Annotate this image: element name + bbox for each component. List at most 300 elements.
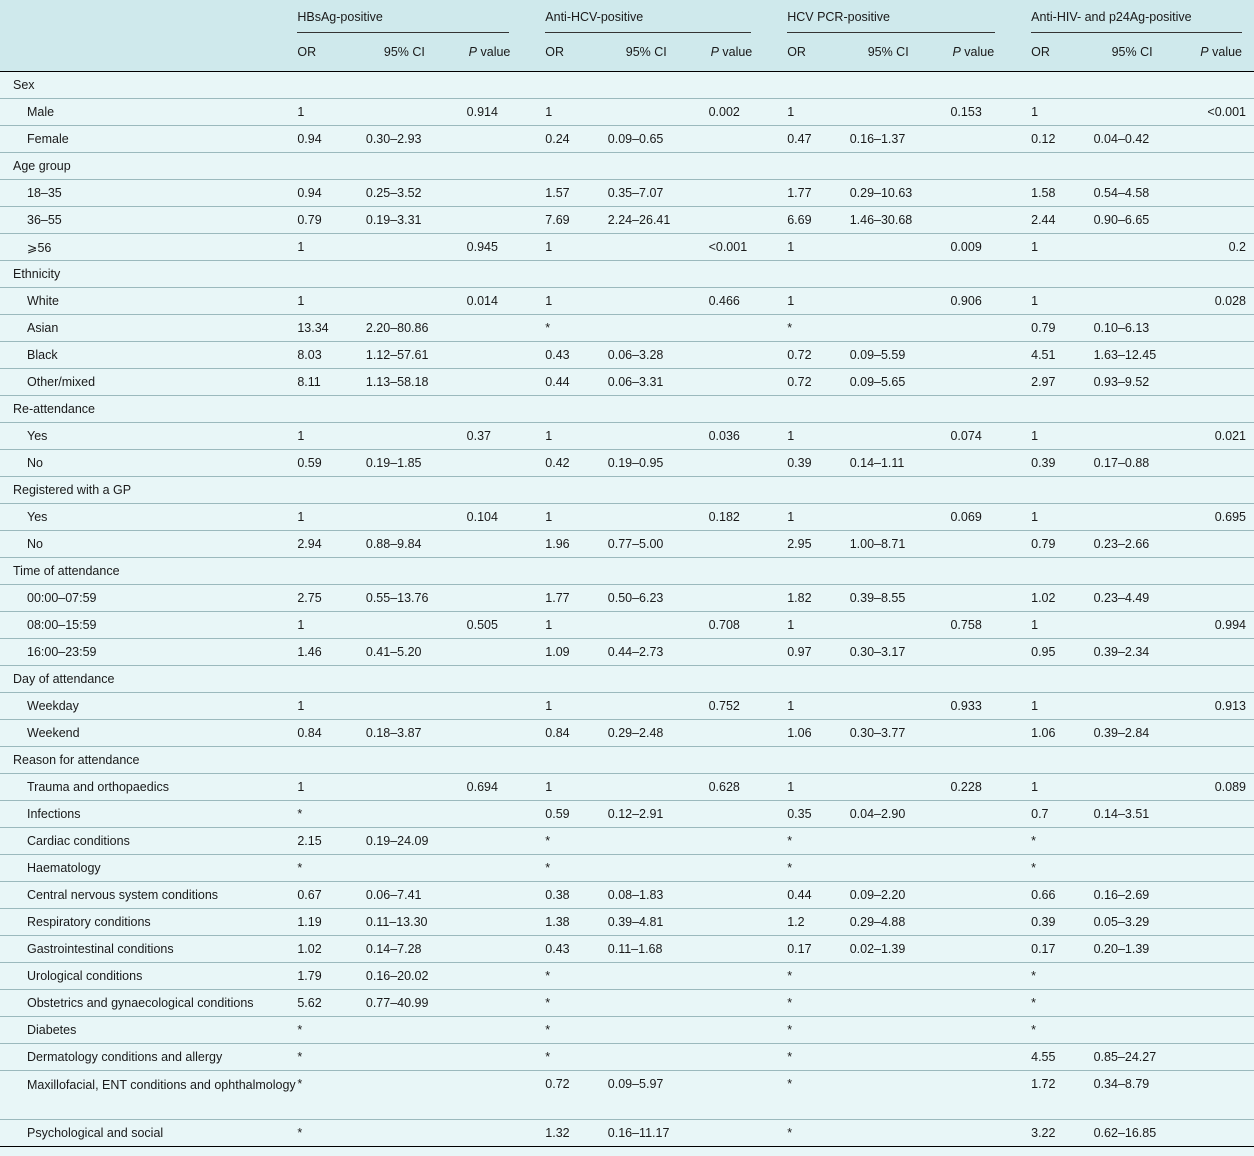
cell-or: 1.77 bbox=[787, 180, 849, 207]
row-label: Obstetrics and gynaecological conditions bbox=[0, 990, 297, 1017]
row-label: Black bbox=[0, 342, 297, 369]
cell-p bbox=[1194, 180, 1254, 207]
table-row bbox=[0, 531, 1254, 558]
cell-ci: 0.19–1.85 bbox=[366, 450, 467, 477]
row-label: Male bbox=[0, 99, 297, 126]
cell-p bbox=[950, 342, 1031, 369]
cell-p bbox=[709, 342, 788, 369]
table-row bbox=[0, 1017, 1254, 1044]
cell-ci: 0.10–6.13 bbox=[1094, 315, 1195, 342]
cell-or: * bbox=[787, 1044, 849, 1071]
cell-p bbox=[950, 909, 1031, 936]
section-row bbox=[0, 558, 1254, 585]
cell-p bbox=[709, 315, 788, 342]
row-label: Weekend bbox=[0, 720, 297, 747]
cell-ci: 0.88–9.84 bbox=[366, 531, 467, 558]
cell-or: 0.79 bbox=[1031, 315, 1093, 342]
cell-p bbox=[1194, 990, 1254, 1017]
table-row bbox=[0, 720, 1254, 747]
table-row bbox=[0, 585, 1254, 612]
cell-or: 0.44 bbox=[787, 882, 849, 909]
cell-or: 6.69 bbox=[787, 207, 849, 234]
cell-p bbox=[1194, 342, 1254, 369]
cell-ci bbox=[850, 828, 951, 855]
cell-ci: 0.09–0.65 bbox=[608, 126, 709, 153]
cell-p: 0.758 bbox=[950, 612, 1031, 639]
cell-ci: 0.29–4.88 bbox=[850, 909, 951, 936]
cell-p bbox=[950, 990, 1031, 1017]
cell-p: 0.036 bbox=[709, 423, 788, 450]
cell-p bbox=[467, 180, 546, 207]
cell-ci bbox=[1094, 288, 1195, 315]
cell-ci: 0.19–0.95 bbox=[608, 450, 709, 477]
cell-p bbox=[467, 531, 546, 558]
cell-or: * bbox=[787, 963, 849, 990]
cell-ci: 0.44–2.73 bbox=[608, 639, 709, 666]
cell-p bbox=[950, 315, 1031, 342]
cell-or: 1 bbox=[297, 504, 366, 531]
cell-p bbox=[467, 639, 546, 666]
cell-or: 1 bbox=[297, 693, 366, 720]
table-row bbox=[0, 855, 1254, 882]
group-header-hbsag: HBsAg-positive bbox=[297, 0, 545, 33]
cell-ci bbox=[608, 963, 709, 990]
cell-or: * bbox=[545, 1044, 607, 1071]
cell-p bbox=[467, 369, 546, 396]
cell-or: 5.62 bbox=[297, 990, 366, 1017]
row-label: 36–55 bbox=[0, 207, 297, 234]
cell-ci: 0.77–40.99 bbox=[366, 990, 467, 1017]
cell-p: 0.933 bbox=[950, 693, 1031, 720]
cell-or: 0.44 bbox=[545, 369, 607, 396]
table-row bbox=[0, 882, 1254, 909]
table-row bbox=[0, 234, 1254, 261]
cell-or: 1 bbox=[787, 774, 849, 801]
cell-or: 1.32 bbox=[545, 1120, 607, 1147]
cell-ci bbox=[1094, 855, 1195, 882]
cell-or: 4.55 bbox=[1031, 1044, 1093, 1071]
cell-or: 1 bbox=[297, 234, 366, 261]
cell-ci bbox=[1094, 990, 1195, 1017]
row-label: Central nervous system conditions bbox=[0, 882, 297, 909]
cell-or: 0.17 bbox=[787, 936, 849, 963]
cell-or: 1 bbox=[545, 423, 607, 450]
row-label: 08:00–15:59 bbox=[0, 612, 297, 639]
cell-or: 0.72 bbox=[545, 1071, 607, 1120]
cell-p bbox=[1194, 1017, 1254, 1044]
cell-ci bbox=[608, 423, 709, 450]
cell-p bbox=[709, 936, 788, 963]
cell-p bbox=[709, 126, 788, 153]
cell-or: 1 bbox=[297, 99, 366, 126]
cell-p: 0.028 bbox=[1194, 288, 1254, 315]
cell-ci: 0.90–6.65 bbox=[1094, 207, 1195, 234]
cell-ci bbox=[850, 1044, 951, 1071]
cell-ci bbox=[366, 504, 467, 531]
section-title: Ethnicity bbox=[0, 261, 1254, 288]
cell-p bbox=[1194, 909, 1254, 936]
row-label: Other/mixed bbox=[0, 369, 297, 396]
cell-ci: 0.08–1.83 bbox=[608, 882, 709, 909]
section-title: Reason for attendance bbox=[0, 747, 1254, 774]
section-row bbox=[0, 747, 1254, 774]
cell-ci: 0.23–2.66 bbox=[1094, 531, 1195, 558]
cell-p: 0.695 bbox=[1194, 504, 1254, 531]
cell-or: 1 bbox=[1031, 99, 1093, 126]
cell-p bbox=[950, 531, 1031, 558]
p-italic-label: P bbox=[710, 45, 719, 59]
row-label: Weekday bbox=[0, 693, 297, 720]
cell-ci bbox=[1094, 423, 1195, 450]
cell-ci bbox=[366, 774, 467, 801]
cell-p bbox=[1194, 585, 1254, 612]
cell-or: * bbox=[545, 1017, 607, 1044]
cell-p bbox=[1194, 720, 1254, 747]
cell-p bbox=[1194, 1044, 1254, 1071]
cell-ci bbox=[850, 990, 951, 1017]
cell-p bbox=[467, 963, 546, 990]
cell-p bbox=[709, 1120, 788, 1147]
cell-p bbox=[1194, 855, 1254, 882]
col-header-or: OR bbox=[297, 33, 366, 72]
cell-p bbox=[467, 909, 546, 936]
cell-or: 1.57 bbox=[545, 180, 607, 207]
cell-p bbox=[709, 585, 788, 612]
cell-p bbox=[1194, 963, 1254, 990]
cell-ci: 0.11–13.30 bbox=[366, 909, 467, 936]
cell-or: 1 bbox=[1031, 693, 1093, 720]
cell-ci: 0.25–3.52 bbox=[366, 180, 467, 207]
row-label: Diabetes bbox=[0, 1017, 297, 1044]
cell-p bbox=[709, 207, 788, 234]
cell-ci bbox=[608, 693, 709, 720]
cell-or: 0.94 bbox=[297, 126, 366, 153]
cell-or: 0.97 bbox=[787, 639, 849, 666]
cell-ci: 0.12–2.91 bbox=[608, 801, 709, 828]
cell-or: 2.95 bbox=[787, 531, 849, 558]
group-header-hiv: Anti-HIV- and p24Ag-positive bbox=[1031, 0, 1254, 33]
cell-ci: 0.39–4.81 bbox=[608, 909, 709, 936]
row-label: Respiratory conditions bbox=[0, 909, 297, 936]
cell-or: 1 bbox=[1031, 423, 1093, 450]
cell-p bbox=[950, 936, 1031, 963]
cell-or: 1.79 bbox=[297, 963, 366, 990]
cell-or: * bbox=[787, 1017, 849, 1044]
cell-ci: 0.09–5.97 bbox=[608, 1071, 709, 1120]
cell-p bbox=[709, 720, 788, 747]
cell-or: 1 bbox=[1031, 234, 1093, 261]
cell-ci: 0.16–1.37 bbox=[850, 126, 951, 153]
table-row bbox=[0, 909, 1254, 936]
cell-or: 0.59 bbox=[297, 450, 366, 477]
cell-p bbox=[467, 342, 546, 369]
cell-p: 0.945 bbox=[467, 234, 546, 261]
table-row bbox=[0, 774, 1254, 801]
cell-ci bbox=[1094, 234, 1195, 261]
section-row bbox=[0, 666, 1254, 693]
cell-p: 0.628 bbox=[709, 774, 788, 801]
cell-or: * bbox=[787, 855, 849, 882]
cell-or: 1 bbox=[1031, 774, 1093, 801]
cell-or: 1.02 bbox=[297, 936, 366, 963]
cell-or: 1 bbox=[545, 774, 607, 801]
cell-or: 0.72 bbox=[787, 342, 849, 369]
cell-or: * bbox=[787, 828, 849, 855]
cell-ci bbox=[366, 234, 467, 261]
cell-ci bbox=[850, 288, 951, 315]
row-label: Yes bbox=[0, 504, 297, 531]
cell-p: 0.694 bbox=[467, 774, 546, 801]
cell-ci: 0.06–7.41 bbox=[366, 882, 467, 909]
cell-p bbox=[950, 180, 1031, 207]
cell-or: 0.17 bbox=[1031, 936, 1093, 963]
cell-or: 1.38 bbox=[545, 909, 607, 936]
cell-p bbox=[709, 909, 788, 936]
cell-ci bbox=[366, 1017, 467, 1044]
cell-or: * bbox=[1031, 828, 1093, 855]
cell-or: 0.7 bbox=[1031, 801, 1093, 828]
cell-ci: 0.29–10.63 bbox=[850, 180, 951, 207]
cell-p bbox=[709, 450, 788, 477]
cell-or: 0.38 bbox=[545, 882, 607, 909]
cell-or: 2.44 bbox=[1031, 207, 1093, 234]
cell-or: 1 bbox=[787, 234, 849, 261]
cell-ci bbox=[608, 855, 709, 882]
cell-p bbox=[467, 1017, 546, 1044]
cell-or: 3.22 bbox=[1031, 1120, 1093, 1147]
cell-p: 0.021 bbox=[1194, 423, 1254, 450]
cell-ci bbox=[608, 612, 709, 639]
cell-ci bbox=[1094, 828, 1195, 855]
cell-ci: 1.63–12.45 bbox=[1094, 342, 1195, 369]
section-title: Time of attendance bbox=[0, 558, 1254, 585]
section-title: Registered with a GP bbox=[0, 477, 1254, 504]
cell-or: * bbox=[297, 1120, 366, 1147]
cell-p bbox=[950, 126, 1031, 153]
cell-ci bbox=[608, 288, 709, 315]
cell-ci: 0.06–3.31 bbox=[608, 369, 709, 396]
cell-or: 1 bbox=[787, 504, 849, 531]
cell-ci bbox=[850, 774, 951, 801]
p-value-label: value bbox=[477, 45, 511, 59]
cell-p: 0.009 bbox=[950, 234, 1031, 261]
table-row bbox=[0, 963, 1254, 990]
cell-p bbox=[709, 369, 788, 396]
cell-p bbox=[1194, 936, 1254, 963]
cell-or: 1.96 bbox=[545, 531, 607, 558]
p-value-label: value bbox=[1208, 45, 1242, 59]
cell-p: 0.708 bbox=[709, 612, 788, 639]
cell-or: * bbox=[545, 315, 607, 342]
cell-ci bbox=[1094, 774, 1195, 801]
cell-p bbox=[709, 990, 788, 1017]
cell-ci bbox=[850, 315, 951, 342]
cell-or: 8.11 bbox=[297, 369, 366, 396]
cell-or: 0.43 bbox=[545, 936, 607, 963]
cell-ci: 0.50–6.23 bbox=[608, 585, 709, 612]
table-body bbox=[0, 72, 1254, 1147]
cell-or: 0.12 bbox=[1031, 126, 1093, 153]
cell-p bbox=[709, 1044, 788, 1071]
cell-ci bbox=[1094, 99, 1195, 126]
cell-or: 1 bbox=[787, 693, 849, 720]
cell-ci: 0.39–2.84 bbox=[1094, 720, 1195, 747]
col-header-p-value bbox=[1194, 33, 1254, 72]
cell-or: * bbox=[787, 1071, 849, 1120]
cell-p bbox=[950, 1071, 1031, 1120]
row-label: Trauma and orthopaedics bbox=[0, 774, 297, 801]
cell-or: * bbox=[297, 801, 366, 828]
cell-or: 2.94 bbox=[297, 531, 366, 558]
cell-ci: 0.05–3.29 bbox=[1094, 909, 1195, 936]
p-italic-label: P bbox=[952, 45, 961, 59]
row-label: 18–35 bbox=[0, 180, 297, 207]
cell-p bbox=[1194, 369, 1254, 396]
cell-or: 1 bbox=[545, 612, 607, 639]
cell-or: * bbox=[1031, 1017, 1093, 1044]
cell-ci: 0.14–3.51 bbox=[1094, 801, 1195, 828]
cell-ci: 0.09–2.20 bbox=[850, 882, 951, 909]
table-row bbox=[0, 1120, 1254, 1147]
cell-p bbox=[950, 828, 1031, 855]
cell-p bbox=[950, 207, 1031, 234]
cell-or: 1.82 bbox=[787, 585, 849, 612]
cell-p bbox=[467, 693, 546, 720]
row-label: No bbox=[0, 450, 297, 477]
cell-p bbox=[709, 828, 788, 855]
row-label: Infections bbox=[0, 801, 297, 828]
section-row bbox=[0, 396, 1254, 423]
row-label: No bbox=[0, 531, 297, 558]
cell-p bbox=[1194, 801, 1254, 828]
cell-or: 0.66 bbox=[1031, 882, 1093, 909]
cell-or: 0.43 bbox=[545, 342, 607, 369]
row-label: Urological conditions bbox=[0, 963, 297, 990]
cell-or: * bbox=[1031, 855, 1093, 882]
cell-or: * bbox=[297, 1071, 366, 1120]
cell-ci: 0.14–1.11 bbox=[850, 450, 951, 477]
cell-or: 0.79 bbox=[1031, 531, 1093, 558]
cell-or: * bbox=[787, 990, 849, 1017]
cell-p: 0.182 bbox=[709, 504, 788, 531]
cell-or: 7.69 bbox=[545, 207, 607, 234]
cell-ci: 0.85–24.27 bbox=[1094, 1044, 1195, 1071]
cell-or: * bbox=[787, 1120, 849, 1147]
cell-ci: 0.02–1.39 bbox=[850, 936, 951, 963]
cell-ci: 0.30–3.17 bbox=[850, 639, 951, 666]
cell-ci bbox=[608, 315, 709, 342]
cell-or: * bbox=[1031, 963, 1093, 990]
cell-p: 0.014 bbox=[467, 288, 546, 315]
cell-ci: 0.09–5.65 bbox=[850, 369, 951, 396]
cell-ci bbox=[608, 99, 709, 126]
row-label: Maxillofacial, ENT conditions and ophthalmology bbox=[0, 1071, 297, 1120]
cell-p bbox=[467, 1071, 546, 1120]
cell-p bbox=[1194, 531, 1254, 558]
cell-or: 1.06 bbox=[787, 720, 849, 747]
cell-ci bbox=[850, 504, 951, 531]
cell-or: * bbox=[545, 855, 607, 882]
p-italic-label: P bbox=[1200, 45, 1209, 59]
header-blank bbox=[0, 33, 297, 72]
cell-p bbox=[950, 1044, 1031, 1071]
cell-p: 0.069 bbox=[950, 504, 1031, 531]
p-value-label: value bbox=[960, 45, 995, 59]
col-header-p-value bbox=[950, 33, 1031, 72]
cell-p bbox=[467, 126, 546, 153]
cell-or: 1 bbox=[787, 99, 849, 126]
cell-or: 4.51 bbox=[1031, 342, 1093, 369]
cell-or: 1 bbox=[297, 612, 366, 639]
table-row bbox=[0, 180, 1254, 207]
row-label: Asian bbox=[0, 315, 297, 342]
cell-p bbox=[467, 882, 546, 909]
cell-ci: 0.41–5.20 bbox=[366, 639, 467, 666]
section-row bbox=[0, 153, 1254, 180]
cell-ci: 0.16–2.69 bbox=[1094, 882, 1195, 909]
cell-p: 0.752 bbox=[709, 693, 788, 720]
cell-p: <0.001 bbox=[1194, 99, 1254, 126]
cell-p bbox=[709, 801, 788, 828]
table-row bbox=[0, 450, 1254, 477]
cell-ci bbox=[608, 234, 709, 261]
cell-ci bbox=[366, 1071, 467, 1120]
cell-ci bbox=[850, 612, 951, 639]
cell-p: 0.906 bbox=[950, 288, 1031, 315]
cell-ci bbox=[1094, 612, 1195, 639]
table-row bbox=[0, 288, 1254, 315]
cell-or: 1.77 bbox=[545, 585, 607, 612]
cell-p: 0.505 bbox=[467, 612, 546, 639]
cell-ci bbox=[366, 855, 467, 882]
cell-p bbox=[467, 315, 546, 342]
cell-ci: 0.39–2.34 bbox=[1094, 639, 1195, 666]
cell-ci: 0.17–0.88 bbox=[1094, 450, 1195, 477]
cell-p bbox=[1194, 882, 1254, 909]
cell-ci: 0.62–16.85 bbox=[1094, 1120, 1195, 1147]
cell-ci: 0.30–3.77 bbox=[850, 720, 951, 747]
col-header-ci: 95% CI bbox=[1094, 33, 1195, 72]
cell-p bbox=[709, 1071, 788, 1120]
section-row bbox=[0, 72, 1254, 99]
cell-p: <0.001 bbox=[709, 234, 788, 261]
table-row bbox=[0, 612, 1254, 639]
cell-p bbox=[467, 936, 546, 963]
cell-or: * bbox=[1031, 990, 1093, 1017]
cell-ci: 0.20–1.39 bbox=[1094, 936, 1195, 963]
cell-ci: 0.09–5.59 bbox=[850, 342, 951, 369]
cell-p: 0.466 bbox=[709, 288, 788, 315]
cell-ci bbox=[366, 288, 467, 315]
cell-or: 0.35 bbox=[787, 801, 849, 828]
cell-p bbox=[950, 963, 1031, 990]
cell-p bbox=[950, 720, 1031, 747]
cell-p bbox=[950, 1120, 1031, 1147]
cell-or: 0.79 bbox=[297, 207, 366, 234]
cell-p bbox=[950, 639, 1031, 666]
cell-p: 0.089 bbox=[1194, 774, 1254, 801]
table-row bbox=[0, 639, 1254, 666]
cell-ci: 1.13–58.18 bbox=[366, 369, 467, 396]
col-header-p-value bbox=[709, 33, 788, 72]
cell-ci bbox=[850, 99, 951, 126]
cell-ci bbox=[366, 423, 467, 450]
cell-ci: 0.23–4.49 bbox=[1094, 585, 1195, 612]
cell-p bbox=[467, 207, 546, 234]
cell-or: 1 bbox=[1031, 288, 1093, 315]
cell-p: 0.994 bbox=[1194, 612, 1254, 639]
cell-or: 2.75 bbox=[297, 585, 366, 612]
